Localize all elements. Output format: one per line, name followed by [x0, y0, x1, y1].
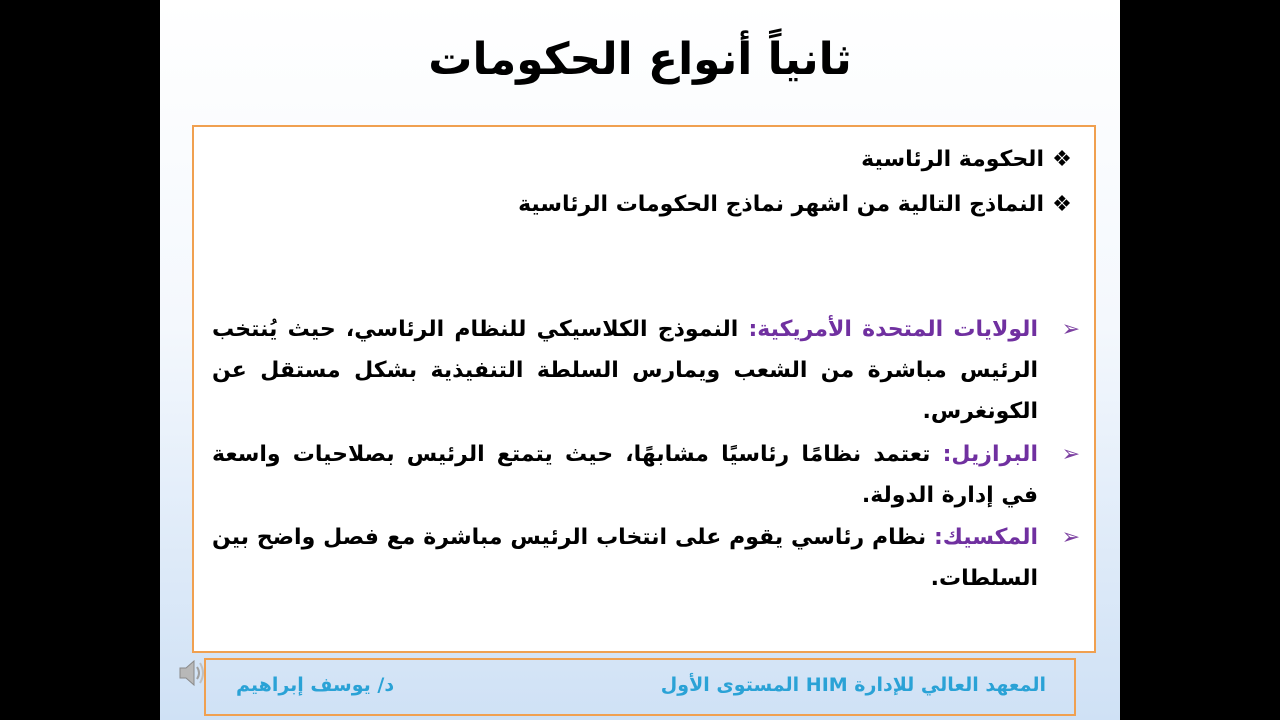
paragraph-body	[212, 309, 1038, 432]
bullet-item	[214, 184, 1080, 226]
slide	[160, 0, 1120, 720]
paragraph-usa	[212, 309, 1080, 432]
bullet-item	[214, 139, 1080, 181]
paragraph-label: البرازيل:	[942, 442, 1038, 467]
paragraph-label: المكسيك:	[934, 525, 1038, 550]
diamond-bullet-icon: ❖	[1052, 147, 1072, 172]
diamond-bullet-icon: ❖	[1052, 192, 1072, 217]
chevron-bullet-icon: ➢	[1061, 442, 1080, 467]
bullet-text: النماذج التالية من اشهر نماذج الحكومات الرئاسية	[518, 192, 1044, 217]
paragraph-brazil	[212, 434, 1080, 516]
paragraph-label: الولايات المتحدة الأمريكية:	[748, 317, 1038, 342]
paragraph-text: تعتمد نظامًا رئاسيًا مشابهًا، حيث يتمتع الرئيس بصلاحيات واسعة في إدارة الدولة.	[212, 442, 1038, 508]
paragraph-text: النموذج الكلاسيكي للنظام الرئاسي، حيث يُنتخب الرئيس مباشرة من الشعب ويمارس السلطة التنفيذية بشكل مستقل عن الكونغرس.	[212, 317, 1038, 424]
paragraph-body	[212, 434, 1038, 516]
chevron-bullet-icon: ➢	[1061, 525, 1080, 550]
footer-box	[204, 658, 1076, 716]
content-box	[192, 125, 1096, 653]
paragraph-body	[212, 517, 1038, 599]
chevron-bullet-icon: ➢	[1061, 317, 1080, 342]
footer-institute: المعهد العالي للإدارة HIM المستوى الأول	[660, 674, 1046, 696]
paragraph-mexico	[212, 517, 1080, 599]
bullet-text: الحكومة الرئاسية	[861, 147, 1044, 172]
speaker-icon[interactable]	[177, 656, 207, 690]
footer-author: د/ يوسف إبراهيم	[236, 674, 395, 696]
slide-title: ثانياً أنواع الحكومات	[428, 34, 852, 85]
paragraph-text: نظام رئاسي يقوم على انتخاب الرئيس مباشرة مع فصل واضح بين السلطات.	[212, 525, 1038, 591]
